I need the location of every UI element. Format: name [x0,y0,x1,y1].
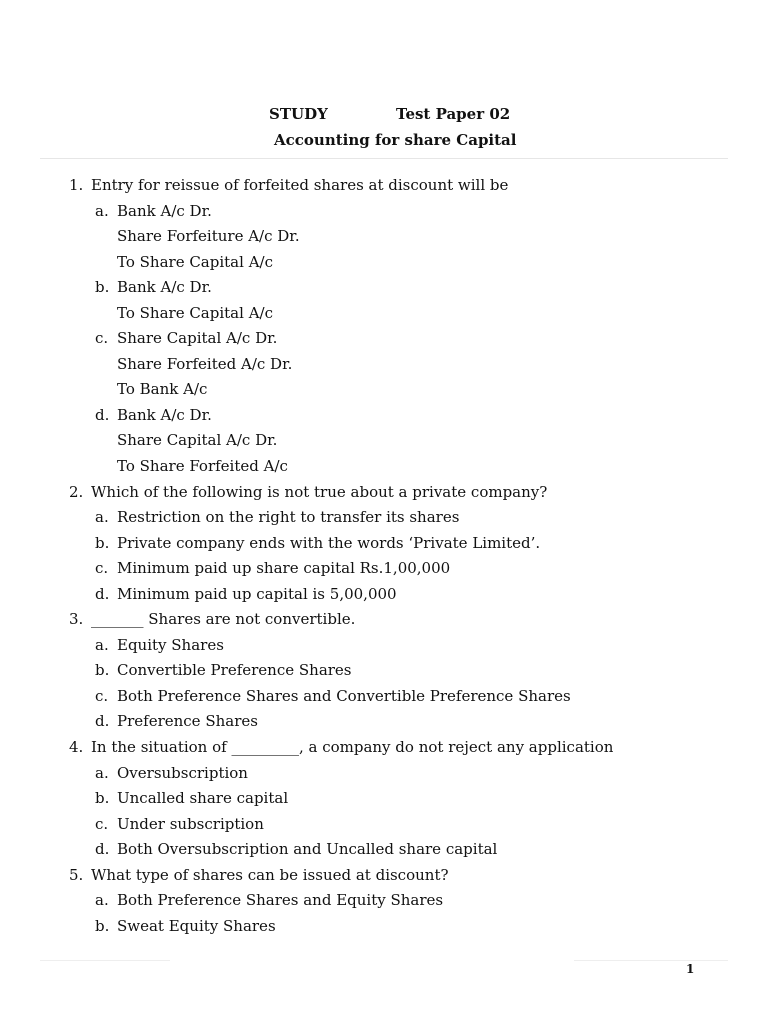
option-text: Share Forfeiture A/c Dr. [117,227,300,246]
question-text: Entry for reissue of forfeited shares at discount will be [91,176,509,194]
question-number: 1. [69,176,84,194]
question-text: What type of shares can be issued at discount? [91,865,449,884]
option-text: Sweat Equity Shares [117,916,276,935]
option-text: Both Preference Shares and Equity Shares [117,891,444,910]
option-text: Both Preference Shares and Convertible Preference Shares [117,686,571,705]
option-letter: b. [95,661,110,680]
option-letter: c. [95,814,109,833]
option-letter: a. [95,891,109,910]
option-text: Bank A/c Dr. [117,278,212,297]
option-line [0,301,768,327]
option-line [0,709,768,735]
question-item [0,173,768,199]
option-line [0,531,768,557]
option-text: Oversubscription [117,763,248,782]
option-line [0,658,768,684]
option-letter: a. [95,201,109,220]
question-text: _______ Shares are not convertible. [91,610,356,629]
option-line [0,812,768,838]
question-list [0,173,768,939]
option-text: To Share Capital A/c [117,303,273,322]
question-number: 3. [69,610,84,629]
option-line [0,454,768,480]
page-title: Accounting for share Capital [274,131,517,149]
option-letter: b. [95,278,110,297]
question-number: 2. [69,482,84,501]
option-text: To Share Capital A/c [117,252,273,271]
option-letter: d. [95,712,110,731]
question-number: 4. [69,738,84,757]
option-line [0,684,768,710]
option-letter: c. [95,686,109,705]
option-letter: a. [95,635,109,654]
option-letter: b. [95,916,110,935]
option-line [0,428,768,454]
footer-divider-right [574,960,728,961]
option-line [0,275,768,301]
option-line [0,837,768,863]
option-line [0,556,768,582]
option-line [0,633,768,659]
option-text: Uncalled share capital [117,789,289,808]
option-text: Share Capital A/c Dr. [117,431,278,450]
question-item [0,480,768,506]
option-line [0,224,768,250]
option-letter: d. [95,405,110,424]
option-letter: c. [95,329,109,348]
page-number: 1 [686,962,695,976]
question-item [0,735,768,761]
option-line [0,914,768,940]
option-line [0,403,768,429]
option-line [0,888,768,914]
option-letter: b. [95,789,110,808]
question-item [0,863,768,889]
question-item [0,607,768,633]
option-text: Convertible Preference Shares [117,661,352,680]
option-text: To Share Forfeited A/c [117,457,288,476]
option-text: Private company ends with the words ‘Private Limited’. [117,533,541,552]
option-text: To Bank A/c [117,380,208,399]
option-letter: a. [95,763,109,782]
option-text: Share Capital A/c Dr. [117,329,278,348]
option-text: Equity Shares [117,635,224,654]
option-text: Restriction on the right to transfer its shares [117,508,460,527]
question-number: 5. [69,865,84,884]
option-text: Under subscription [117,814,264,833]
option-letter: a. [95,508,109,527]
option-text: Share Forfeited A/c Dr. [117,354,293,373]
option-letter: d. [95,840,110,859]
option-line [0,326,768,352]
option-letter: b. [95,533,110,552]
header-test-paper-label: Test Paper 02 [396,105,511,123]
option-line [0,377,768,403]
option-text: Minimum paid up capital is 5,00,000 [117,584,397,603]
option-line [0,199,768,225]
footer-divider-left [40,960,170,961]
option-letter: d. [95,584,110,603]
option-text: Minimum paid up share capital Rs.1,00,000 [117,559,451,578]
option-line [0,505,768,531]
option-line [0,582,768,608]
option-text: Preference Shares [117,712,258,731]
header-divider [40,158,728,159]
option-line [0,250,768,276]
question-text: Which of the following is not true about a private company? [91,482,548,501]
option-letter: c. [95,559,109,578]
option-line [0,761,768,787]
option-text: Bank A/c Dr. [117,201,212,220]
option-text: Both Oversubscription and Uncalled share capital [117,840,498,859]
option-text: Bank A/c Dr. [117,405,212,424]
option-line [0,786,768,812]
option-line [0,352,768,378]
question-text: In the situation of _________, a company do not reject any application [91,738,614,757]
header-study-label: STUDY [269,105,328,123]
